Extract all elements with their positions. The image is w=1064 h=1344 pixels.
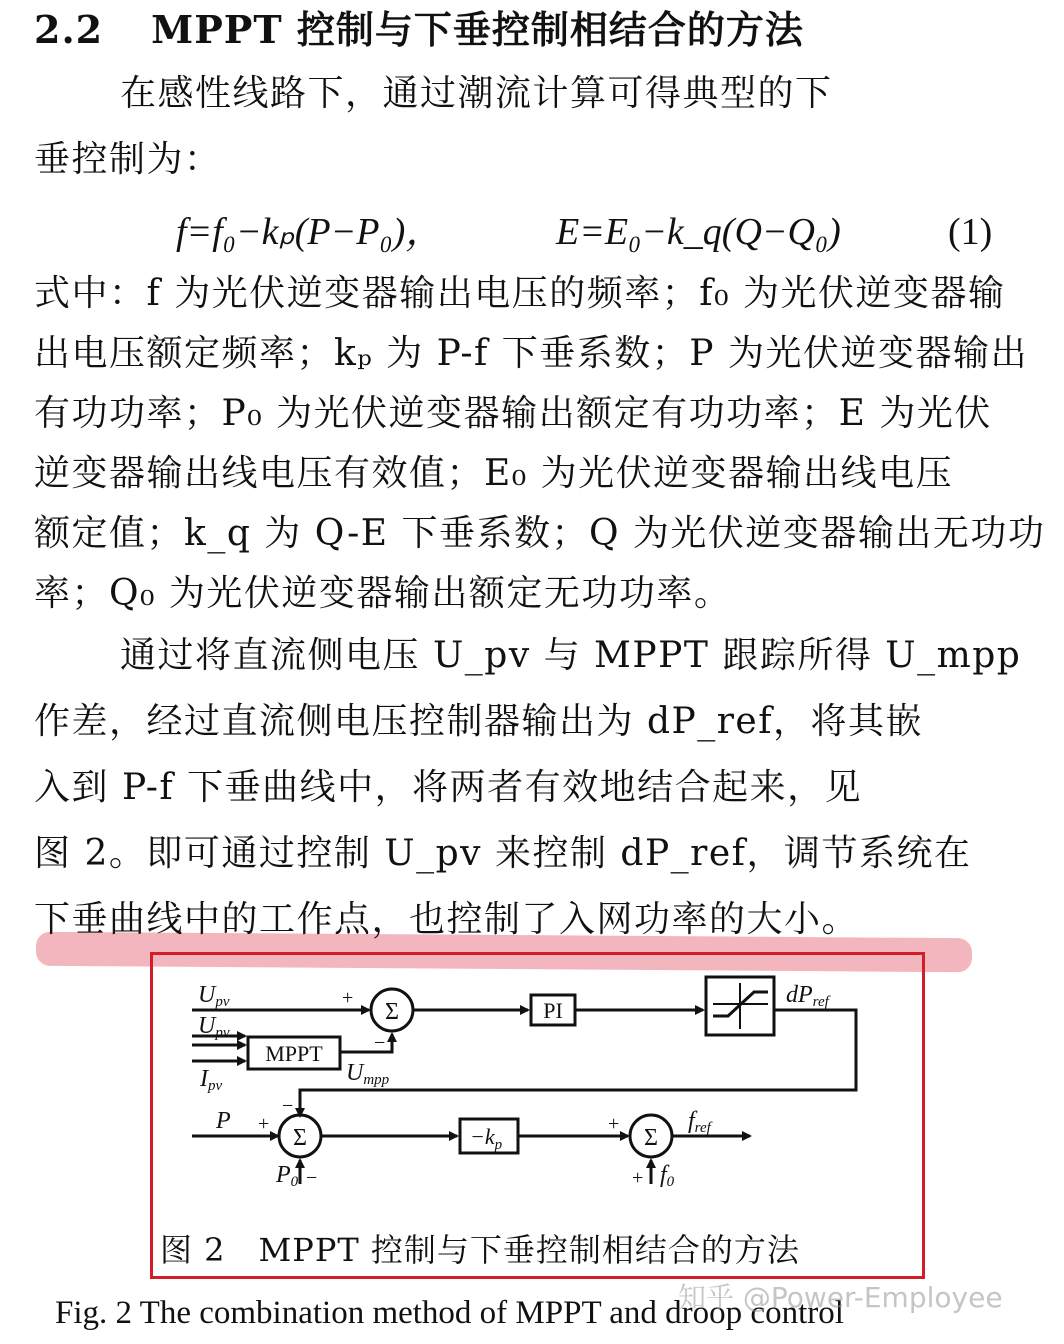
watermark-text: 知乎 @Power-Employee [678, 1281, 1003, 1314]
kp-label: $-k_p$ [470, 1124, 503, 1153]
upv-mppt-label: Upv [198, 1013, 230, 1041]
definition-line: 率；Q₀ 为光伏逆变器输出额定无功功率。 [34, 573, 732, 614]
sigma-symbol-3: Σ [644, 1125, 658, 1151]
paragraph-line: 图 2。即可通过控制 U_pv 来控制 dP_ref，调节系统在 [34, 833, 972, 874]
sigma-symbol-1: Σ [385, 999, 399, 1025]
equation-left: f=f₀−kₚ(P−P₀)， [176, 211, 444, 253]
paragraph-line: 下垂曲线中的工作点，也控制了入网功率的大小。 [34, 899, 860, 940]
minus-sign: − [374, 1032, 386, 1054]
p-label: P [216, 1108, 231, 1134]
pi-label: PI [543, 998, 563, 1023]
section-title: MPPT 控制与下垂控制相结合的方法 [151, 7, 804, 52]
dpref-label: dPref [786, 982, 829, 1010]
section-heading [34, 8, 804, 52]
paragraph-line: 作差，经过直流侧电压控制器输出为 dP_ref，将其嵌 [34, 701, 924, 742]
definition-line: 有功功率；P₀ 为光伏逆变器输出额定有功功率；E 为光伏 [34, 393, 992, 434]
definition-line: 逆变器输出线电压有效值；E₀ 为光伏逆变器输出线电压 [34, 453, 954, 494]
equation-number: (1) [948, 211, 993, 253]
minus-sign: − [306, 1167, 318, 1189]
p0-label: P0 [276, 1162, 299, 1190]
fref-label: fref [688, 1108, 711, 1136]
minus-sign: − [282, 1095, 294, 1117]
definition-line: 额定值；k_q 为 Q-E 下垂系数；Q 为光伏逆变器输出无功功 [34, 513, 1046, 554]
umpp-label: Umpp [346, 1060, 390, 1088]
section-number: 2.2 [34, 7, 104, 52]
definition-line: 出电压额定频率；kₚ 为 P-f 下垂系数；P 为光伏逆变器输出 [34, 333, 1028, 374]
plus-sign: + [608, 1113, 620, 1135]
plus-sign: + [632, 1167, 644, 1189]
paragraph-line: 通过将直流侧电压 U_pv 与 MPPT 跟踪所得 U_mpp [120, 635, 1022, 676]
definition-line: 式中：f 为光伏逆变器输出电压的频率；f₀ 为光伏逆变器输 [34, 273, 1006, 314]
plus-sign: + [258, 1113, 270, 1135]
f0-label: f0 [660, 1162, 675, 1190]
mppt-label: MPPT [265, 1041, 323, 1066]
figure-caption-en: Fig. 2 The combination method of MPPT and droop control [55, 1295, 844, 1331]
paragraph-line: 在感性线路下，通过潮流计算可得典型的下 [120, 73, 833, 114]
figure-caption-cn: 图 2 MPPT 控制与下垂控制相结合的方法 [160, 1231, 800, 1269]
paragraph-line: 垂控制为： [34, 139, 222, 180]
equation-right: E=E₀−k_q(Q−Q₀) [556, 211, 841, 253]
paragraph-line: 入到 P-f 下垂曲线中，将两者有效地结合起来，见 [34, 767, 863, 808]
upv-label: Upv [198, 982, 230, 1010]
sigma-symbol-2: Σ [293, 1125, 307, 1151]
ipv-label: Ipv [200, 1066, 223, 1094]
plus-sign: + [342, 987, 354, 1009]
